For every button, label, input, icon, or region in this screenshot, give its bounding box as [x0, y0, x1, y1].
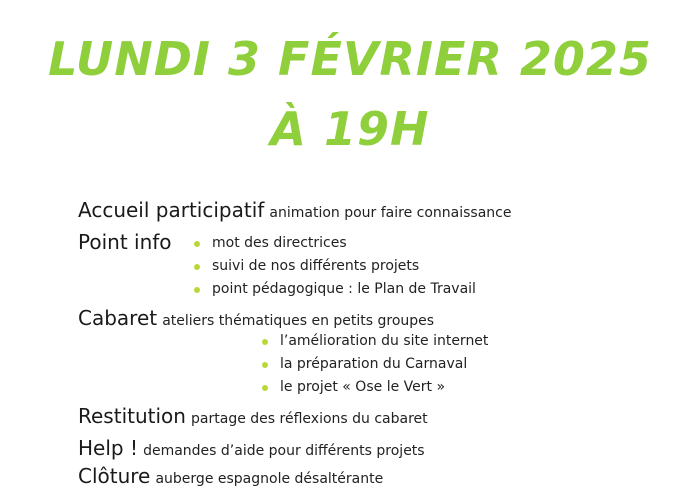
- agenda-item-description: auberge espagnole désaltérante: [155, 471, 384, 487]
- point-info-list: [194, 232, 476, 301]
- agenda-item-label: Clôture: [78, 464, 151, 488]
- agenda-item-label: Accueil participatif: [78, 198, 265, 222]
- list-item: le projet « Ose le Vert »: [262, 376, 488, 399]
- bullet-dot-icon: [262, 362, 268, 368]
- list-item: la préparation du Carnaval: [262, 353, 488, 376]
- bullet-dot-icon: [194, 287, 200, 293]
- bullet-dot-icon: [194, 241, 200, 247]
- event-time-title: À 19H: [270, 102, 430, 156]
- agenda-item-label: Cabaret: [78, 306, 158, 330]
- bullet-dot-icon: [194, 264, 200, 270]
- agenda-item-cabaret: [78, 306, 434, 330]
- agenda-item-description: ateliers thématiques en petits groupes: [162, 313, 435, 329]
- list-item: point pédagogique : le Plan de Travail: [194, 278, 476, 301]
- list-item: suivi de nos différents projets: [194, 255, 476, 278]
- agenda-item-label: Point info: [78, 230, 172, 254]
- bullet-dot-icon: [262, 385, 268, 391]
- cabaret-list: [262, 330, 488, 399]
- agenda-item-point-info: [78, 230, 172, 254]
- agenda-item-description: demandes d’aide pour différents projets: [143, 443, 425, 459]
- list-item: mot des directrices: [194, 232, 476, 255]
- agenda-item-label: Restitution: [78, 404, 186, 428]
- list-item: l’amélioration du site internet: [262, 330, 488, 353]
- event-date-title: LUNDI 3 FÉVRIER 2025: [48, 32, 652, 86]
- agenda-item-help: [78, 436, 425, 460]
- agenda-item-description: partage des réflexions du cabaret: [191, 411, 428, 427]
- agenda-item-cloture: [78, 464, 383, 488]
- agenda-item-description: animation pour faire connaissance: [269, 205, 512, 221]
- bullet-dot-icon: [262, 339, 268, 345]
- agenda-item-restitution: [78, 404, 428, 428]
- agenda-item-label: Help !: [78, 436, 138, 460]
- agenda-item-accueil: [78, 198, 512, 222]
